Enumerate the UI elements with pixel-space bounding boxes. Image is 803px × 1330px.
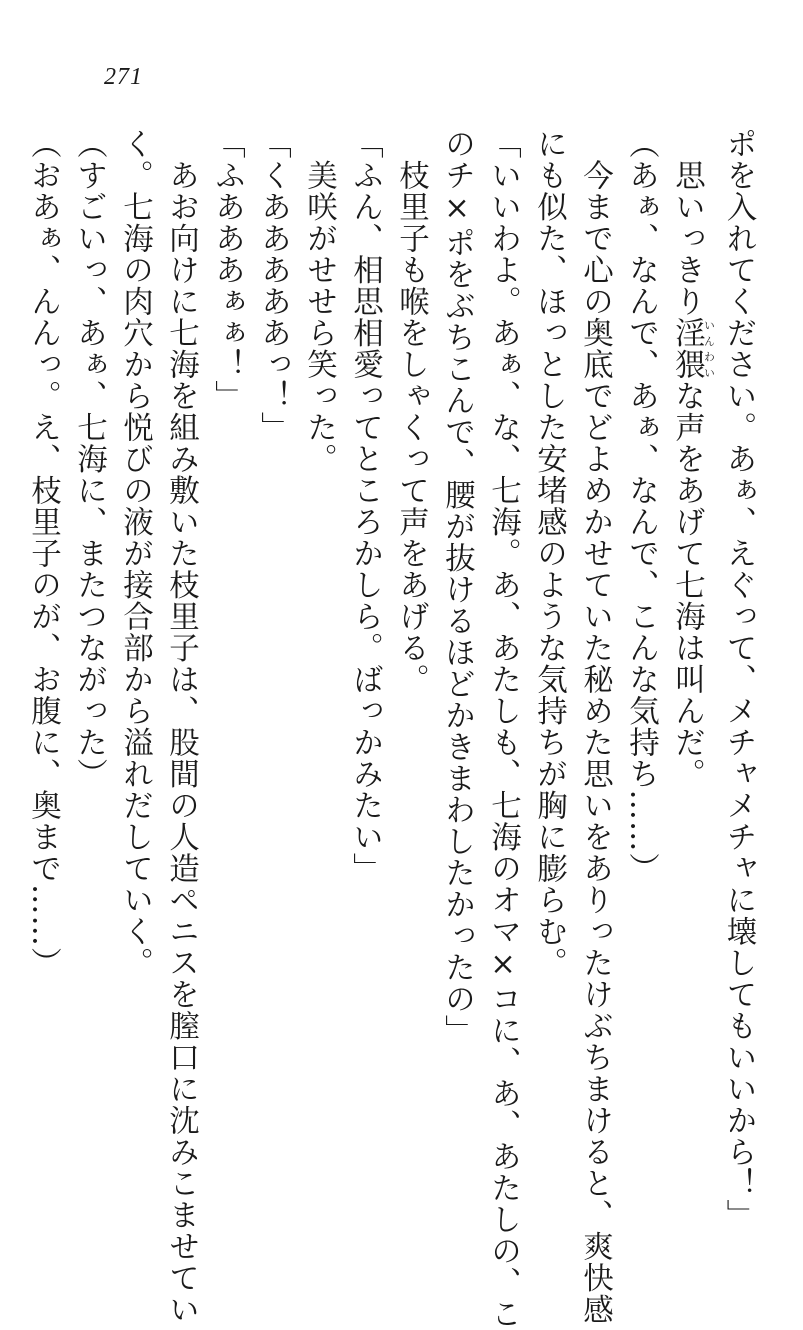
text-line: （あぁ、なんで、あぁ、なんで、こんな気持ち……） xyxy=(623,128,659,884)
text-line: 今まで心の奥底でどよめかせていた秘めた思いをありったけぶちまけると、爽快感 xyxy=(577,128,613,1325)
text-line: にも似た、ほっとした安堵感のような気持ちが胸に膨らむ。 xyxy=(531,128,567,979)
text-line xyxy=(664,128,716,1168)
text-line: 枝里子も喉をしゃくって声をあげる。 xyxy=(393,128,429,695)
text-line: のチ×ポをぶちこんで、腰が抜けるほどかきまわしたかったの」 xyxy=(439,128,475,1046)
text-line: 美咲がせせら笑った。 xyxy=(301,128,337,475)
ruby-annotation xyxy=(669,317,716,380)
text-line: く。七海の肉穴から悦びの液が接合部から溢れだしていく。 xyxy=(117,128,153,979)
text-segment: 思いっきり xyxy=(669,128,705,317)
text-line: 「ふあああぁぁ！」 xyxy=(209,128,245,412)
ruby-reading: いんわい xyxy=(702,317,716,380)
text-line: ポを入れてください。あぁ、えぐって、メチャメチャに壊してもいいから！」 xyxy=(721,128,756,1231)
text-line: （すごいっ、あぁ、七海に、またつながった） xyxy=(71,128,107,790)
text-line: 「くあああああっ！」 xyxy=(255,128,291,443)
text-line: 「ふん、相思相愛ってところかしら。ばっかみたい」 xyxy=(347,128,383,884)
text-line: あお向けに七海を組み敷いた枝里子は、股間の人造ペニスを膣口に沈みこませてい xyxy=(163,128,199,1325)
ruby-base: 淫猥 xyxy=(669,317,705,380)
page-number: 271 xyxy=(104,64,143,90)
body-text xyxy=(25,128,761,1330)
text-line: （おあぁ、んんっ。え、枝里子のが、お腹に、奥まで……） xyxy=(25,128,61,979)
text-line: 「いいわよ。あぁ、な、七海。あ、あたしも、七海のオマ×コに、あ、あたしの、こ xyxy=(485,128,521,1330)
text-segment: な声をあげて七海は叫んだ。 xyxy=(669,380,705,790)
